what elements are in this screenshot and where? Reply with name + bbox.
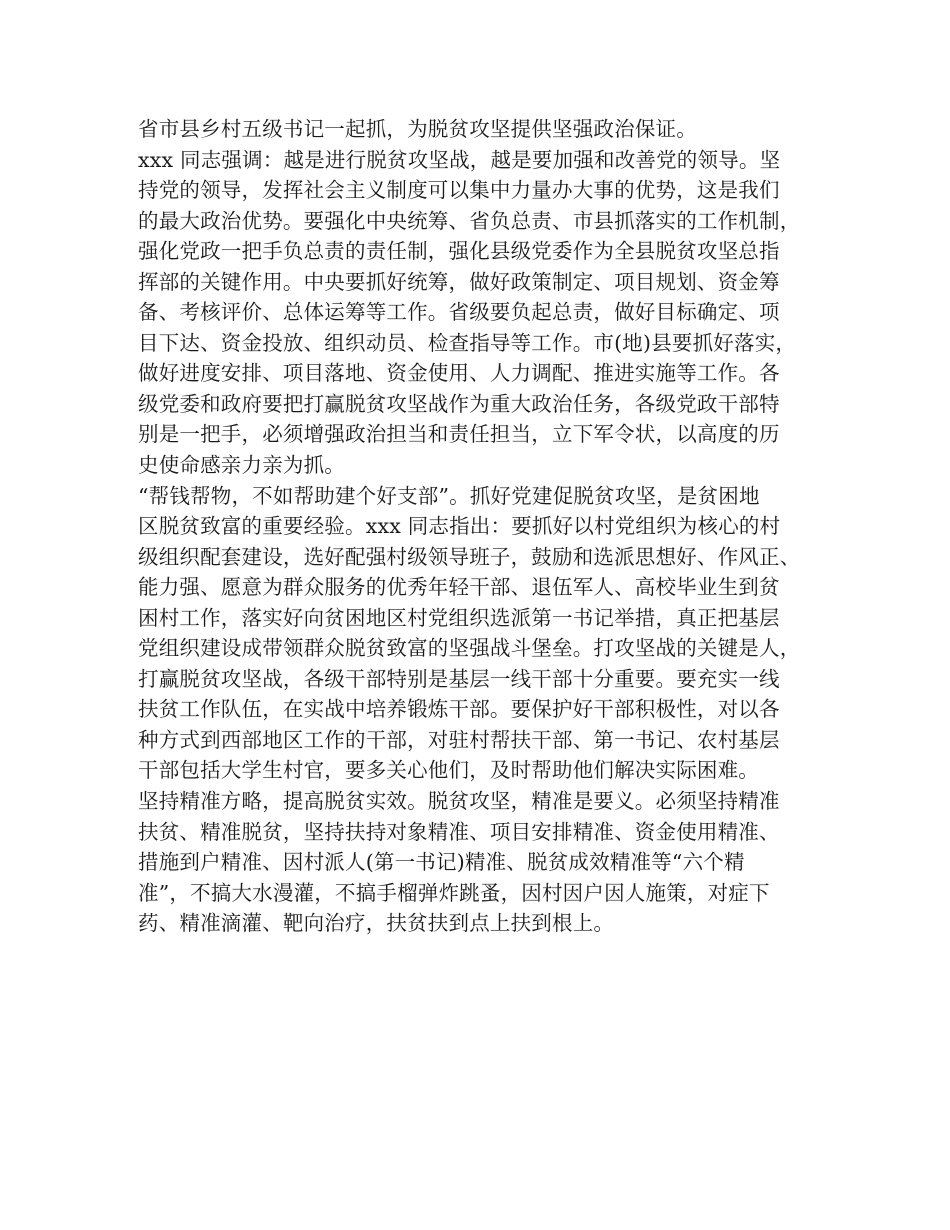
text-line: 扶贫工作队伍，在实战中培养锻炼干部。要保护好干部积极性，对以各 bbox=[138, 697, 780, 722]
document-body bbox=[138, 114, 828, 939]
text-line: 干部包括大学生村官，要多关心他们，及时帮助他们解决实际困难。 bbox=[138, 758, 759, 783]
text-line: 做好进度安排、项目落地、资金使用、人力调配、推进实施等工作。各 bbox=[138, 361, 780, 386]
text-line: 史使命感亲力亲为抓。 bbox=[138, 453, 345, 478]
text-line: 区脱贫致富的重要经验。xxx 同志指出：要抓好以村党组织为核心的村 bbox=[138, 514, 781, 539]
text-line: xxx 同志强调：越是进行脱贫攻坚战，越是要加强和改善党的领导。坚 bbox=[138, 147, 781, 172]
text-line: “帮钱帮物，不如帮助建个好支部”。抓好党建促脱贫攻坚，是贫困地 bbox=[138, 483, 760, 508]
text-line: 药、精准滴灌、靶向治疗，扶贫扶到点上扶到根上。 bbox=[138, 911, 615, 936]
text-line: 能力强、愿意为群众服务的优秀年轻干部、退伍军人、高校毕业生到贫 bbox=[138, 575, 780, 600]
text-line: 的最大政治优势。要强化中央统筹、省负总责、市县抓落实的工作机制， bbox=[138, 208, 801, 233]
text-line: 强化党政一把手负总责的责任制，强化县级党委作为全县脱贫攻坚总指 bbox=[138, 239, 780, 264]
text-line: 措施到户精准、因村派人(第一书记)精准、脱贫成效精准等“六个精 bbox=[138, 850, 745, 875]
text-line: 级党委和政府要把打赢脱贫攻坚战作为重大政治任务，各级党政干部特 bbox=[138, 391, 780, 416]
text-line: 省市县乡村五级书记一起抓，为脱贫攻坚提供坚强政治保证。 bbox=[138, 117, 697, 141]
text-line: 准”，不搞大水漫灌，不搞手榴弹炸跳蚤，因村因户因人施策，对症下 bbox=[138, 880, 770, 905]
text-line: 持党的领导，发挥社会主义制度可以集中力量办大事的优势，这是我们 bbox=[138, 178, 780, 203]
text-line: 种方式到西部地区工作的干部，对驻村帮扶干部、第一书记、农村基层 bbox=[138, 727, 780, 752]
text-line: 备、考核评价、总体运筹等工作。省级要负起总责，做好目标确定、项 bbox=[138, 300, 780, 325]
text-line: 别是一把手，必须增强政治担当和责任担当，立下军令状，以高度的历 bbox=[138, 422, 780, 447]
text-line: 党组织建设成带领群众脱贫致富的坚强战斗堡垒。打攻坚战的关键是人， bbox=[138, 636, 801, 661]
text-line: 级组织配套建设，选好配强村级领导班子，鼓励和选派思想好、作风正、 bbox=[138, 544, 801, 569]
text-line: 困村工作，落实好向贫困地区村党组织选派第一书记举措，真正把基层 bbox=[138, 605, 780, 630]
text-line: 扶贫、精准脱贫，坚持扶持对象精准、项目安排精准、资金使用精准、 bbox=[138, 819, 780, 844]
text-line: 目下达、资金投放、组织动员、检查指导等工作。市(地)县要抓好落实， bbox=[138, 330, 797, 355]
text-line: 挥部的关键作用。中央要抓好统筹，做好政策制定、项目规划、资金筹 bbox=[138, 269, 780, 294]
text-line: 坚持精准方略，提高脱贫实效。脱贫攻坚，精准是要义。必须坚持精准 bbox=[138, 789, 780, 814]
text-line: 打赢脱贫攻坚战，各级干部特别是基层一线干部十分重要。要充实一线 bbox=[138, 666, 780, 691]
